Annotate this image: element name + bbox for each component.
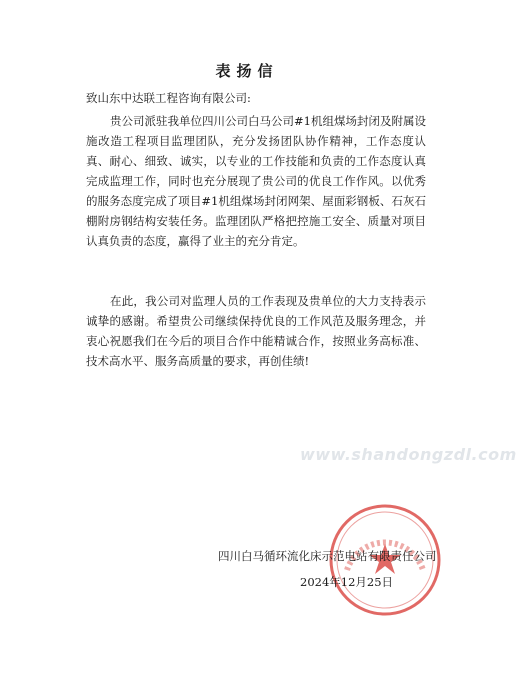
signature-company: 四川白马循环流化床示范电站有限责任公司 [218, 549, 437, 563]
signature-date: 2024年12月25日 [300, 575, 394, 589]
letter-paragraph-1: 贵公司派驻我单位四川公司白马公司#1机组煤场封闭及附属设施改造工程项目监理团队，充分发扬团队协作精神，工作态度认真、耐心、细致、诚实，以专业的工作技能和负责的工作态度认真完成监理工作，同时也充分展现了贵公司的优良工作作风。以优秀的服务态度完成了项目#1机组煤场封闭网架、屋面彩钢板、石灰石棚附房钢结构安装任务。监理团队严格把控施工安全、质量对项目认真负责的态度，赢得了业主的充分肯定。 [86, 114, 426, 248]
letter-greeting: 致山东中达联工程咨询有限公司: [86, 91, 251, 105]
website-watermark: www.shandongzdl.com [300, 445, 517, 464]
letter-title: 表扬信 [215, 62, 279, 80]
letter-paragraph-2: 在此，我公司对监理人员的工作表现及贵单位的大力支持表示诚挚的感谢。希望贵公司继续保持优良的工作风范及服务理念，并衷心祝愿我们在今后的项目合作中能精诚合作，按照业务高标准、技术高水平、服务高质量的要求，再创佳绩! [86, 294, 426, 368]
